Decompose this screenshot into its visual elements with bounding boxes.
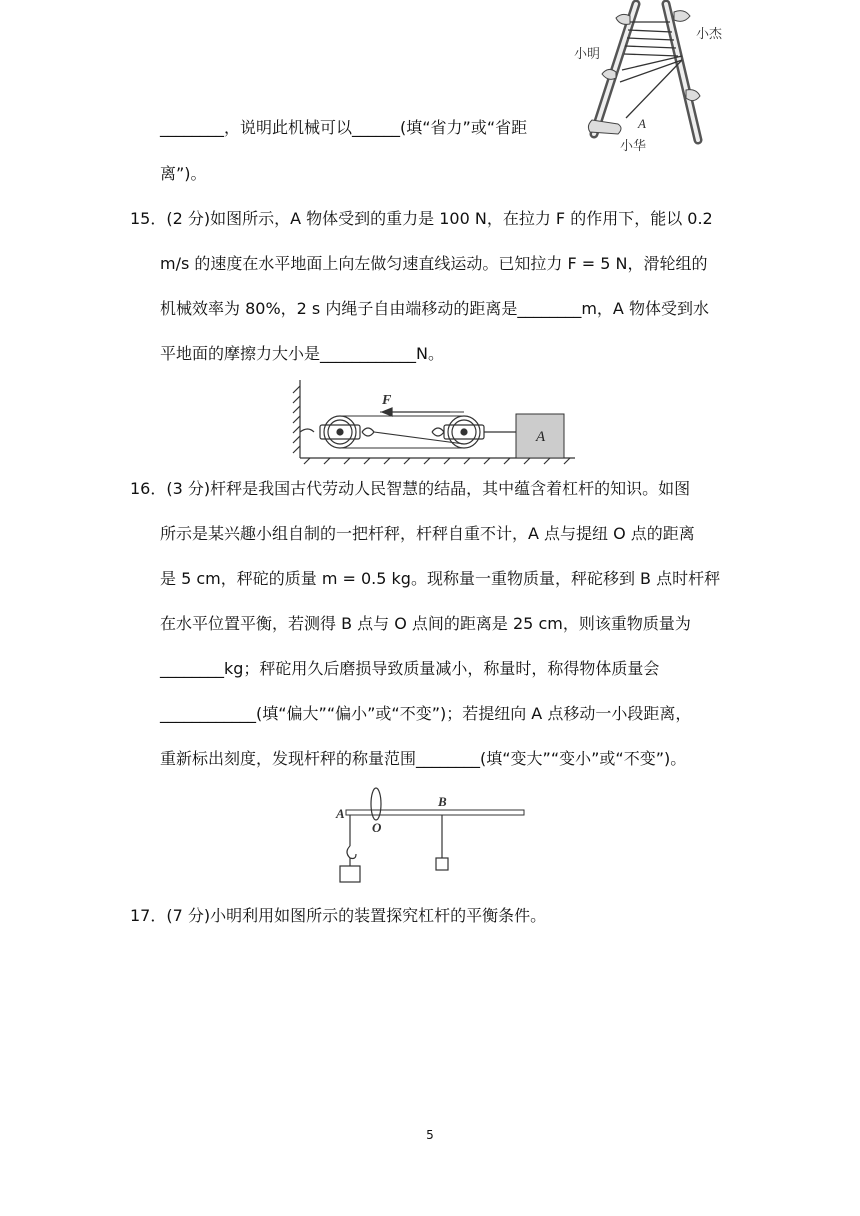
q15-line-4: 平地面的摩擦力大小是____________N。	[160, 344, 444, 363]
q16-line-7: 重新标出刻度，发现杆秤的称量范围________(填“变大”“变小”或“不变”)。	[160, 749, 687, 768]
label-point-b: B	[438, 794, 447, 809]
page-number: 5	[426, 1128, 434, 1142]
q15-pulley-figure	[290, 376, 580, 466]
force-arrow	[382, 408, 450, 416]
label-point-a: A	[638, 116, 646, 131]
q15-line-2: m/s 的速度在水平地面上向左做匀速直线运动。已知拉力 F = 5 N，滑轮组的	[160, 254, 708, 273]
label-xiaojie: 小杰	[696, 27, 723, 42]
label-force-f: F	[382, 393, 392, 408]
label-xiaohua: 小华	[620, 139, 647, 154]
counterweight	[436, 815, 448, 870]
q14-figure	[570, 0, 740, 158]
q14-line-1: ________，说明此机械可以______(填“省力”或“省距	[160, 118, 528, 137]
q16-line-2: 所示是某兴趣小组自制的一把杆秤，杆秤自重不计，A 点与提纽 O 点的距离	[160, 524, 695, 543]
label-point-o: O	[372, 820, 382, 835]
q14-line-2: 离”)。	[160, 164, 207, 183]
fixed-pulley	[300, 416, 374, 448]
label-xiaoming: 小明	[574, 47, 601, 62]
q15-line-3: 机械效率为 80%，2 s 内绳子自由端移动的距离是________m，A 物体受到水	[160, 299, 709, 318]
q16-steelyard-figure	[330, 786, 530, 890]
ground	[300, 458, 575, 464]
q15-line-1: 15．(2 分)如图所示，A 物体受到的重力是 100 N，在拉力 F 的作用下，能以 0.2	[130, 209, 713, 228]
q16-line-4: 在水平位置平衡，若测得 B 点与 O 点间的距离是 25 cm，则该重物质量为	[160, 614, 691, 633]
wall	[293, 380, 300, 458]
movable-pulley	[432, 416, 516, 448]
q16-line-6: ____________(填“偏大”“偏小”或“不变”)；若提纽向 A 点移动一小段距离，	[160, 704, 692, 723]
label-block-a: A	[536, 429, 546, 445]
q16-line-1: 16．(3 分)杆秤是我国古代劳动人民智慧的结晶，其中蕴含着杠杆的知识。如图	[130, 479, 691, 498]
q17-line-1: 17．(7 分)小明利用如图所示的装置探究杠杆的平衡条件。	[130, 906, 547, 925]
block-a	[516, 414, 564, 458]
q16-line-5: ________kg；秤砣用久后磨损导致质量减小，称量时，称得物体质量会	[160, 659, 660, 678]
q16-line-3: 是 5 cm，秤砣的质量 m = 0.5 kg。现称量一重物质量，秤砣移到 B 点时杆秤	[160, 569, 721, 588]
hook-and-object	[340, 815, 360, 882]
label-point-a: A	[336, 806, 345, 821]
